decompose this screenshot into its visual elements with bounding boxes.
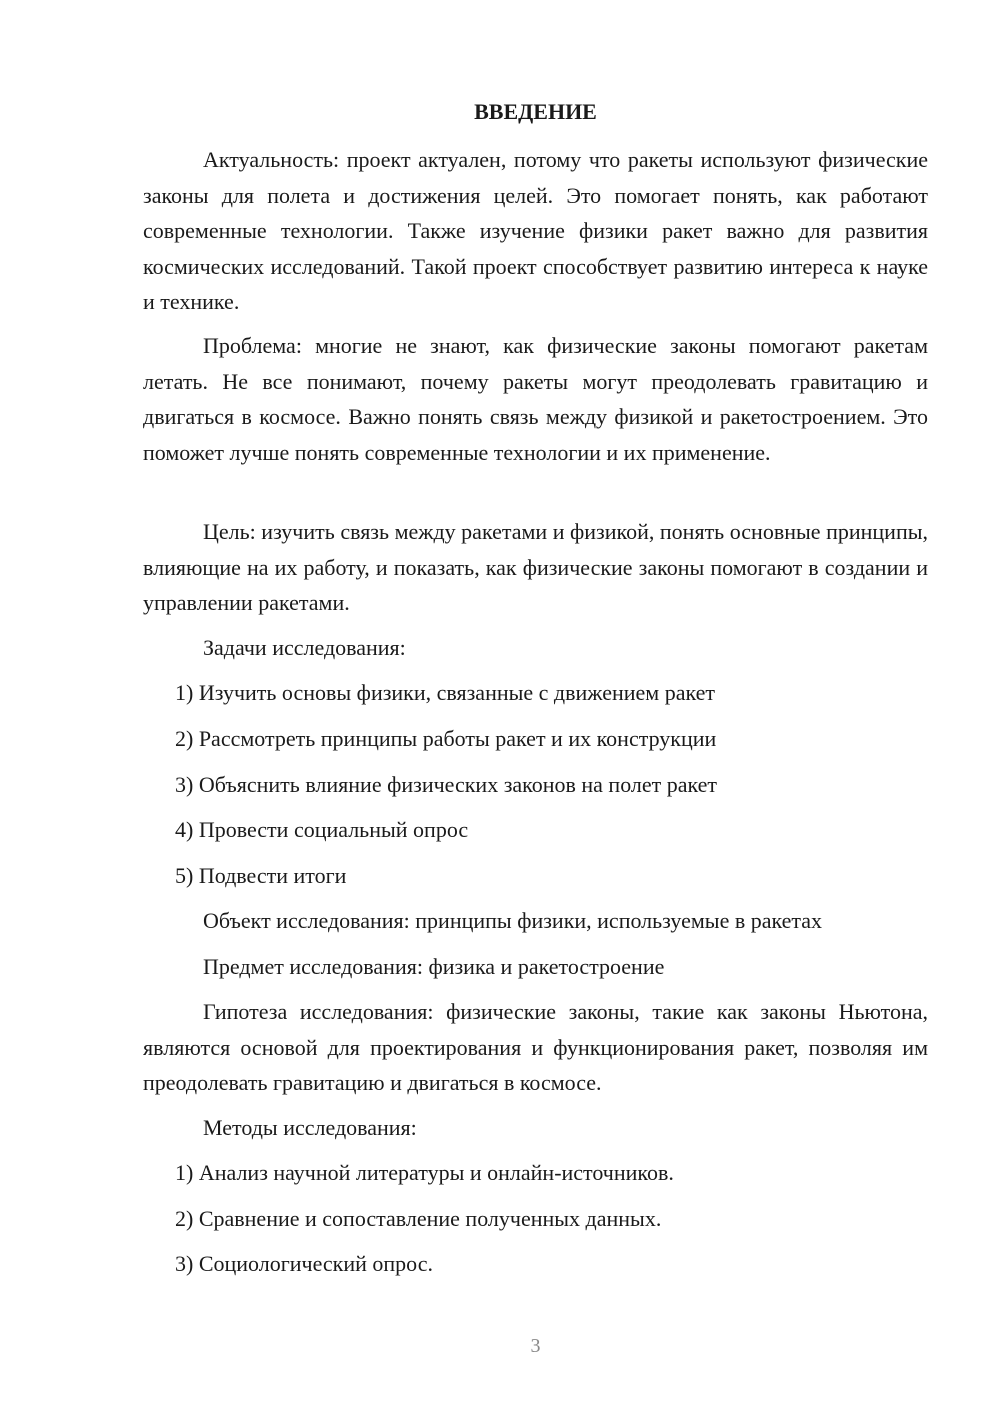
- paragraph-problem: Проблема: многие не знают, как физические законы помогают ракетам летать. Не все понимают, почему ракеты могут преодолевать гравитацию и двигаться в космосе. Важно понять связь между физикой и ракетостроением. Это поможет лучше понять современные технологии и их применение.: [143, 333, 928, 465]
- list-item-method-1: 1) Анализ научной литературы и онлайн-источников.: [175, 1160, 674, 1185]
- list-item-task-5: 5) Подвести итоги: [175, 863, 347, 888]
- list-item-method-3: 3) Социологический опрос.: [175, 1251, 433, 1276]
- paragraph-relevance: Актуальность: проект актуален, потому что ракеты используют физические законы для полета и достижения целей. Это помогает понять, как работают современные технологии. Также изучение физики ракет важно для развития космических исследований. Такой проект способствует развитию интереса к науке и технике.: [143, 147, 928, 314]
- methods-heading: Методы исследования:: [203, 1115, 417, 1140]
- list-item-method-2: 2) Сравнение и сопоставление полученных данных.: [175, 1206, 662, 1231]
- paragraph-goal: Цель: изучить связь между ракетами и физикой, понять основные принципы, влияющие на их работу, и показать, как физические законы помогают в создании и управлении ракетами.: [143, 519, 928, 615]
- list-item-task-1: 1) Изучить основы физики, связанные с движением ракет: [175, 680, 715, 705]
- list-item-task-4: 4) Провести социальный опрос: [175, 817, 469, 842]
- paragraph-hypothesis: Гипотеза исследования: физические законы, такие как законы Ньютона, являются основой для проектирования и функционирования ракет, позволяя им преодолевать гравитацию и двигаться в космосе.: [143, 999, 928, 1095]
- page-title: ВВЕДЕНИЕ: [474, 99, 597, 124]
- list-item-task-3: 3) Объяснить влияние физических законов на полет ракет: [175, 772, 718, 797]
- tasks-heading: Задачи исследования:: [203, 635, 406, 660]
- list-item-task-2: 2) Рассмотреть принципы работы ракет и их конструкции: [175, 726, 717, 751]
- research-object: Объект исследования: принципы физики, используемые в ракетах: [203, 908, 823, 933]
- page-number: 3: [530, 1335, 541, 1357]
- research-subject: Предмет исследования: физика и ракетостроение: [203, 954, 665, 979]
- document-page: [143, 0, 928, 1414]
